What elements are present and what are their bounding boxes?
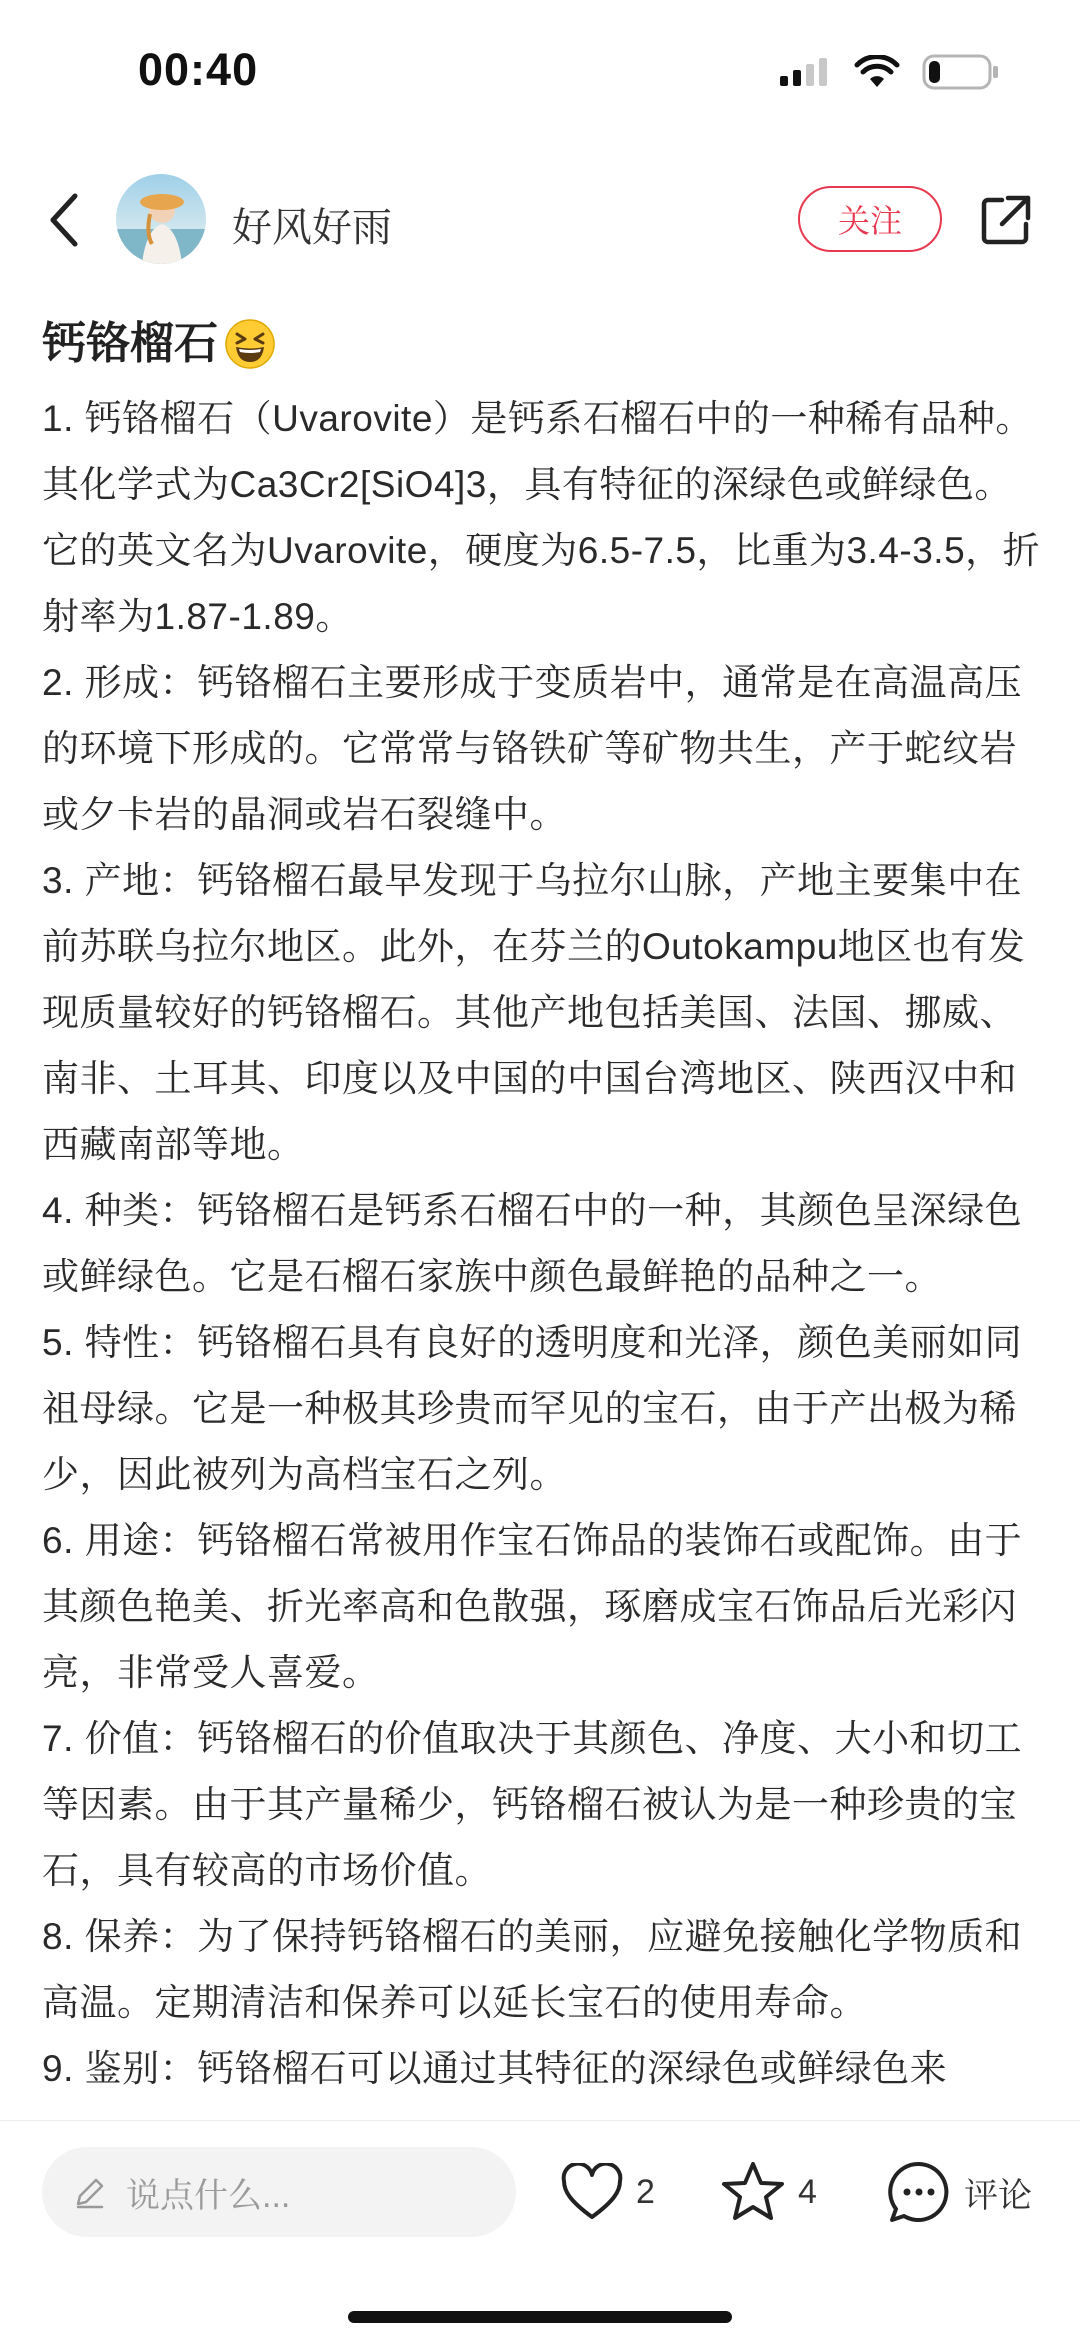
comment-input[interactable] <box>42 2147 516 2237</box>
post-paragraph: 3. 产地：钙铬榴石最早发现于乌拉尔山脉，产地主要集中在前苏联乌拉尔地区。此外，在芬兰的Outokampu地区也有发现质量较好的钙铬榴石。其他产地包括美国、法国、挪威、南非、土耳其、印度以及中国的中国台湾地区、陕西汉中和西藏南部等地。 <box>42 860 1026 1165</box>
post-paragraph: 2. 形成：钙铬榴石主要形成于变质岩中，通常是在高温高压的环境下形成的。它常常与铬铁矿等矿物共生，产于蛇纹岩或夕卡岩的晶洞或岩石裂缝中。 <box>42 662 1023 835</box>
post-title <box>42 308 1042 380</box>
share-icon <box>978 192 1034 248</box>
battery-icon <box>922 53 1000 91</box>
comment-placeholder: 说点什么... <box>126 2176 291 2215</box>
pencil-icon <box>72 2174 108 2210</box>
post-paragraph: 6. 用途：钙铬榴石常被用作宝石饰品的装饰石或配饰。由于其颜色艳美、折光率高和色散强，琢磨成宝石饰品后光彩闪亮，非常受人喜爱。 <box>42 1520 1023 1693</box>
post-paragraph: 8. 保养：为了保持钙铬榴石的美丽，应避免接触化学物质和高温。定期清洁和保养可以延长宝石的使用寿命。 <box>42 1916 1023 2023</box>
post-paragraph: 7. 价值：钙铬榴石的价值取决于其颜色、净度、大小和切工等因素。由于其产量稀少，钙铬榴石被认为是一种珍贵的宝石，具有较高的市场价值。 <box>42 1718 1023 1891</box>
cellular-signal-icon <box>780 56 832 88</box>
status-time: 00:40 <box>138 44 259 95</box>
comment-bubble-icon <box>886 2159 952 2225</box>
like-button[interactable] <box>560 2149 655 2235</box>
follow-button[interactable]: 关注 <box>798 186 942 252</box>
status-icons <box>780 52 1000 92</box>
chevron-left-icon <box>47 192 81 248</box>
collect-count: 4 <box>798 2172 817 2211</box>
post-body <box>42 386 1042 2102</box>
wifi-icon <box>854 55 900 89</box>
bottom-action-bar <box>0 2120 1080 2342</box>
grinning-squinting-face-icon <box>224 318 276 370</box>
back-button[interactable] <box>36 190 92 250</box>
status-bar <box>0 0 1080 150</box>
comment-label: 评论 <box>964 2176 1032 2215</box>
heart-icon <box>560 2163 624 2221</box>
post-content <box>42 308 1042 2120</box>
comment-button[interactable] <box>886 2149 1032 2235</box>
post-paragraph: 1. 钙铬榴石（Uvarovite）是钙系石榴石中的一种稀有品种。其化学式为Ca3Cr2[SiO4]3，具有特征的深绿色或鲜绿色。它的英文名为Uvarovite，硬度为6.5-7.5，比重为3.4-3.5，折射率为1.87-1.89。 <box>42 398 1041 637</box>
post-header <box>0 160 1080 280</box>
star-icon <box>720 2160 786 2224</box>
avatar-illustration <box>116 174 206 264</box>
author-avatar[interactable] <box>116 174 206 264</box>
post-title-text: 钙铬榴石 <box>42 319 218 368</box>
post-paragraph: 4. 种类：钙铬榴石是钙系石榴石中的一种，其颜色呈深绿色或鲜绿色。它是石榴石家族中颜色最鲜艳的品种之一。 <box>42 1190 1023 1297</box>
home-indicator[interactable] <box>348 2311 732 2323</box>
post-paragraph: 9. 鉴别：钙铬榴石可以通过其特征的深绿色或鲜绿色来 <box>42 2048 948 2089</box>
collect-button[interactable] <box>720 2149 817 2235</box>
share-button[interactable] <box>978 192 1034 248</box>
like-count: 2 <box>636 2172 655 2211</box>
post-paragraph: 5. 特性：钙铬榴石具有良好的透明度和光泽，颜色美丽如同祖母绿。它是一种极其珍贵而罕见的宝石，由于产出极为稀少，因此被列为高档宝石之列。 <box>42 1322 1023 1495</box>
author-name[interactable]: 好风好雨 <box>232 206 392 250</box>
